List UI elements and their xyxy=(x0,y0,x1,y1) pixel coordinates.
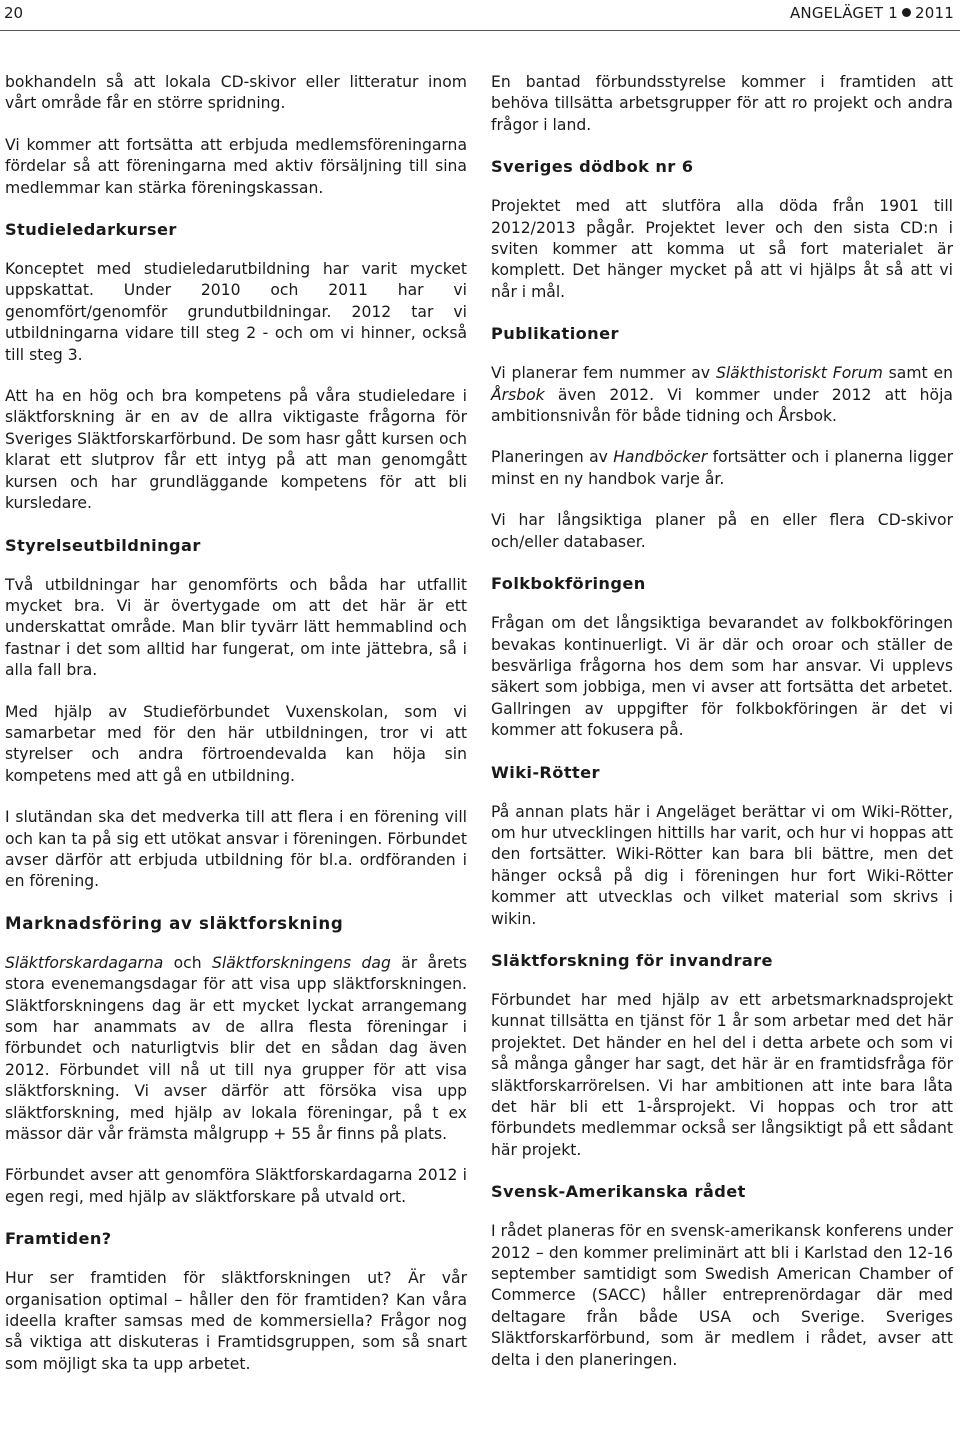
section-heading: Styrelseutbildningar xyxy=(5,535,201,555)
paragraph: Hur ser framtiden för släktforskningen ut? Är vår organisation optimal – håller den för framtiden? Kan våra ideella krafter samsas med de kommersiella? Frågor nog så viktiga att diskuteras i Framtidsgruppen, som så snart som möjligt ska ta upp arbetet. xyxy=(5,1269,467,1373)
text-run: Planeringen av xyxy=(491,448,614,467)
header-rule xyxy=(0,30,960,31)
emphasis: Släktforskningens dag xyxy=(212,953,391,972)
emphasis: Släkthistoriskt Forum xyxy=(715,364,883,383)
paragraph: Frågan om det långsiktiga bevarandet av folkbokföringen bevakas kontinuerligt. Vi är där och oroar och ställer de besvärliga frågorna hos dem som har ansvar. Vi upplevs säkert som jobbiga, men vi avser att fortsätta det arbetet. Gallringen av uppgifter för folkbokföringen är det vi kommer att fokusera på. xyxy=(491,614,953,740)
text-run: och xyxy=(163,953,212,972)
page-number: 20 xyxy=(4,4,24,22)
section-heading: Wiki-Rötter xyxy=(491,762,600,782)
text-run: Vi planerar fem nummer av xyxy=(491,364,716,383)
section-heading: Framtiden? xyxy=(5,1229,112,1249)
publication-year: 2011 xyxy=(915,4,954,22)
paragraph: Vi kommer att fortsätta att erbjuda medlemsföreningarna fördelar så att föreningarna med aktiv försäljning till sina medlemmar kan stärka föreningskassan. xyxy=(5,135,467,197)
section-heading: Sveriges dödbok nr 6 xyxy=(491,157,694,177)
paragraph: På annan plats här i Angeläget berättar vi om Wiki-Rötter, om hur utvecklingen hittills har varit, och hur vi hoppas att den fortsätter. Wiki-Rötter kan bara bli bättre, men det hänger också på dig i föreningen hur fort Wiki-Rötter kommer att utvecklas och vilket material som skrivs i wikin. xyxy=(491,802,953,928)
section-heading: Släktforskning för invandrare xyxy=(491,950,773,970)
paragraph: I slutändan ska det medverka till att flera i en förening vill och kan ta på sig ett utökat ansvar i föreningen. Förbundet avser därför att erbjuda utbildning för bl.a. ordföranden i en förening. xyxy=(5,808,467,891)
paragraph: Projektet med att slutföra alla döda från 1901 till 2012/2013 pågår. Projektet lever och den sista CD:n i sviten kommer att komma ut så fort materialet är komplett. Det hänger mycket på att vi hjälps åt så att vi når i mål. xyxy=(491,197,953,301)
paragraph: Vi har långsiktiga planer på en eller flera CD-skivor och/eller databaser. xyxy=(491,511,953,551)
paragraph: bokhandeln så att lokala CD-skivor eller litteratur inom vårt område får en större spridning. xyxy=(5,73,467,113)
right-column xyxy=(491,72,953,1391)
text-run: även 2012. Vi kommer under 2012 att höja ambitionsnivån för både tidning och Årsbok. xyxy=(491,385,953,426)
paragraph: En bantad förbundsstyrelse kommer i framtiden att behöva tillsätta arbetsgrupper för att ro projekt och andra frågor i land. xyxy=(491,73,953,134)
paragraph: Förbundet avser att genomföra Släktforskardagarna 2012 i egen regi, med hjälp av släktforskare på utvald ort. xyxy=(5,1166,467,1206)
section-heading: Studieledarkurser xyxy=(5,220,177,240)
emphasis: Släktforskardagarna xyxy=(5,953,164,972)
paragraph xyxy=(491,363,953,427)
left-column xyxy=(5,72,467,1395)
section-heading: Marknadsföring av släktforskning xyxy=(5,913,344,933)
paragraph: Med hjälp av Studieförbundet Vuxenskolan, som vi samarbetar med för den här utbildningen, tror vi att styrelser och andra förtroendevalda kan höja sin kompetens med att gå en utbildning. xyxy=(5,702,467,785)
publication-title xyxy=(790,4,954,22)
paragraph: Två utbildningar har genomförts och båda har utfallit mycket bra. Vi är övertygade om att det här är ett underskattat område. Man blir tyvärr lätt hemmablind och fastnar i det som alltid har fungerat, om inte jättebra, så i alla fall bra. xyxy=(5,575,467,680)
emphasis: Årsbok xyxy=(491,385,545,404)
emphasis: Handböcker xyxy=(613,448,708,467)
text-run: är årets stora evenemangsdagar för att visa upp släktforskningen. Släktforskningens dag är ett mycket lyckat arrangemang som har anammats av de allra flesta föreningar i förbundet och naturligtvis blir det en sådan dag även 2012. Förbundet vill nå ut till nya grupper för att visa släktforskning. Vi avser därför att försöka visa upp släktforskning, med hjälp av lokala föreningar, på t ex mässor där vår främsta målgrupp + 55 år finns på plats. xyxy=(5,953,467,1144)
paragraph: Att ha en hög och bra kompetens på våra studieledare i släktforskning är en av de allra viktigaste frågorna för Sveriges Släktforskarförbund. De som hasr gått kursen och klarat ett slutprov får ett intyg på att man genomgått kursen och har grundläggande kompetens för att bli kursledare. xyxy=(5,387,467,513)
paragraph xyxy=(491,447,953,490)
section-heading: Svensk-Amerikanska rådet xyxy=(491,1182,746,1202)
section-heading: Folkbokföringen xyxy=(491,574,646,594)
publication-name: ANGELÄGET 1 xyxy=(789,4,899,22)
section-heading: Publikationer xyxy=(491,324,619,344)
paragraph: Konceptet med studieledarutbildning har varit mycket uppskattat. Under 2010 och 2011 har vi genomfört/genomför grundutbildningar. 2012 tar vi utbildningarna vidare till steg 2 - och om vi hinner, också till steg 3. xyxy=(5,260,467,364)
bullet-dot-icon xyxy=(902,8,911,17)
paragraph: I rådet planeras för en svensk-amerikansk konferens under 2012 – den kommer preliminärt att bli i Karlstad den 12-16 september samtidigt som Swedish American Chamber of Commerce (SACC) håller entreprenördagar där med deltagare från både USA och Sverige. Sveriges Släktforskarförbund, som är medlem i rådet, avser att delta i den planeringen. xyxy=(491,1222,953,1369)
text-run: samt en xyxy=(882,364,954,383)
page-header xyxy=(0,0,960,26)
text-run: fortsätter och i planerna ligger minst en ny handbok varje år. xyxy=(491,448,953,488)
paragraph: Förbundet har med hjälp av ett arbetsmarknadsprojekt kunnat tillsätta en tjänst för 1 år som arbetar med det här projektet. Det händer en hel del i detta arbete och som vi så många gånger har sagt, det här är en framtidsfråga för släktforskarrörelsen. Vi har ambitionen att inte bara låta det här bli ett 1-årsprojekt. Vi hoppas och tror att förbundets medlemmar också ser långsiktigt på ett sådant här projekt. xyxy=(491,990,953,1159)
paragraph xyxy=(5,953,467,1146)
